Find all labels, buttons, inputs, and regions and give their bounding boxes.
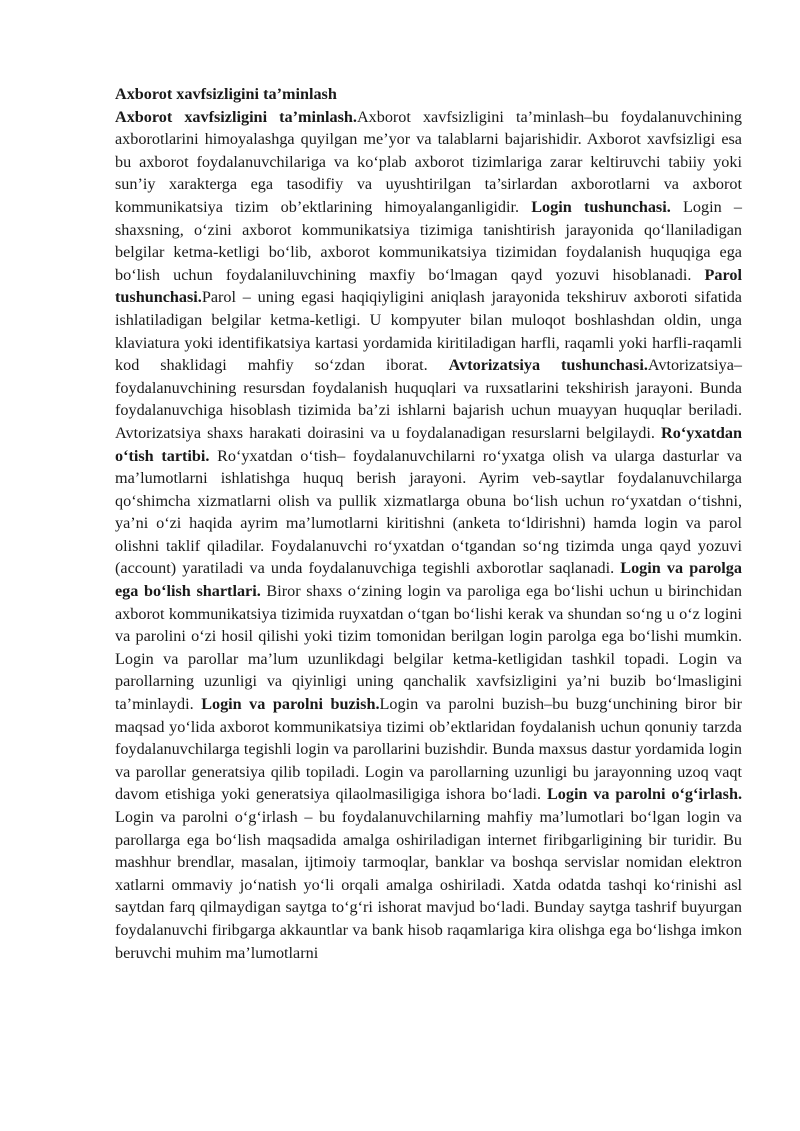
text-login-parol-ogirlash: Login va parolni o‘g‘irlash – bu foydalanuvchilarning mahfiy ma’lumotlari bo‘lgan login va parollarga ega bo‘lish maqsadida amalga oshiriladigan internet firibgarligining bir turidir. Bu mashhur brendlar, masalan, ijtimoiy tarmoqlar, banklar va boshqa servislar nomidan elektron xatlarni ommaviy jo‘natish yo‘li orqali amalga oshiriladi. Xatda odatda tashqi ko‘rinishi asl saytdan farq qilmaydigan saytga to‘g‘ri ishorat mavjud bo‘ladi. Bunday saytga tashrif buyurgan foydalanuvchi firibgarga akkauntlar va bank hisob raqamlariga kira olishga ega bo‘lishga imkon beruvchi muhim ma’lumotlarni — [115, 808, 742, 962]
text-login: Login – shaxsning, o‘zini axborot kommunikatsiya tizimiga tanishtirish jarayonida qo‘llaniladigan belgilar ketma-ketligi bo‘lib, axborot kommunikatsiya tizimidan foydalanish huquqiga ega bo‘lish uchun foydalaniluvchining maxfiy bo‘lmagan qayd yozuvi hisoblanadi. — [115, 197, 743, 284]
text-avtorizatsiya: Avtorizatsiya–foydalanuvchining resursdan foydalanish huquqlari va ruxsatlarini tekshirish jarayoni. Bunda foydalanuvchiga hisoblash tizimida ba’zi ishlarni bajarish uchun muayyan huquqlar beriladi. Avtorizatsiya shaxs harakati doirasini va u foydalanadigan resurslarni belgilaydi. — [115, 356, 742, 442]
term-royxatdan-otish: Ro‘yxatdan o‘tish tartibi. — [115, 423, 742, 465]
text-royxatdan-otish: Ro‘yxatdan o‘tish– foydalanuvchilarni ro‘yxatga olish va ularga dasturlar va ma’lumotlarni ishlatishga huquq berish jarayoni. Ayrim veb-saytlar foydalanuvchilarga qo‘shimcha xizmatlarni olish va pullik xizmatlarga obuna bo‘lish uchun ro‘yxatdan o‘tishni, ya’ni o‘zi haqida ayrim ma’lumotlarni kiritishni (anketa to‘ldirishni) hamda login va parol olishni taklif qiladilar. Foydalanuvchi ro‘yxatdan o‘tgandan so‘ng tizimda unga qayd yozuvi (account) yaratiladi va unda foydalanuvchiga tegishli axborotlar saqlanadi. — [115, 446, 742, 578]
text-axborot-xavfsizligi: Axborot xavfsizligini ta’minlash–bu foydalanuvchining axborotlarini himoyalashga quyilgan me’yor va talablarni bajarishidir. Axborot xavfsizligi esa bu axborot foydalanuvchilariga va ko‘plab axborot tizimlariga zarar keltiruvchi tabiiy yoki sun’iy xarakterga ega tasodifiy va uyushtirilgan ta’sirlardan axborotlarni va axborot kommunikatsiya tizim ob’ektlarining himoyalanganligidir. — [115, 107, 742, 216]
term-avtorizatsiya: Avtorizatsiya tushunchasi. — [448, 356, 648, 375]
term-axborot-xavfsizligi: Axborot xavfsizligini ta’minlash. — [115, 107, 357, 126]
term-parol: Parol tushunchasi. — [115, 265, 742, 307]
body-paragraph — [115, 106, 742, 965]
term-login-parol-ogirlash: Login va parolni o‘g‘irlash. — [546, 785, 742, 804]
text-login-parol-shartlari: Biror shaxs o‘zining login va paroliga ega bo‘lishi uchun u birinchidan axborot kommunikatsiya tizimida ruyxatdan o‘tgan bo‘lishi kerak va shundan so‘ng u o‘z logini va parolini o‘zi hosil qilishi yoki tizim tomonidan berilgan login parolga ega bo‘lishi mumkin. Login va parollar ma’lum uzunlikdagi belgilar ketma-ketligidan tashkil topadi. Login va parollarning uzunligi va qiyinligi uning qanchalik xavfsizligini ya’ni buzib bo‘lmasligini ta’minlaydi. — [115, 582, 742, 714]
term-login-parol-buzish: Login va parolni buzish. — [201, 695, 380, 714]
document-heading: Axborot xavfsizligini ta’minlash — [115, 85, 337, 103]
document-page — [115, 83, 742, 964]
term-login: Login tushunchasi. — [531, 197, 671, 216]
text-parol: Parol – uning egasi haqiqiyligini aniqlash jarayonida tekshiruv axboroti sifatida ishlatiladigan belgilar ketma-ketligi. U kompyuter bilan muloqot boshlashdan oldin, unga klaviatura yoki identifikatsiya kartasi yordamida kiritiladigan harfli, raqamli yoki harfli-raqamli kod shaklidagi mahfiy so‘zdan iborat. — [115, 288, 742, 375]
term-login-parol-shartlari: Login va parolga ega bo‘lish shartlari. — [115, 559, 742, 601]
text-login-parol-buzish: Login va parolni buzish–bu buzg‘unchining biror bir maqsad yo‘lida axborot kommunikatsiya tizimi ob’ektlaridan foydalanish uchun qonuniy tarzda foydalanuvchilarga tegishli login va parollarini buzishdir. Bunda maxsus dastur yordamida login va parollar generatsiya qilib topiladi. Login va parollarning uzunligi bu jarayonning uzoq vaqt davom etishiga yoki generatsiya qilaolmasiligiga ishora bo‘ladi. — [115, 695, 743, 804]
